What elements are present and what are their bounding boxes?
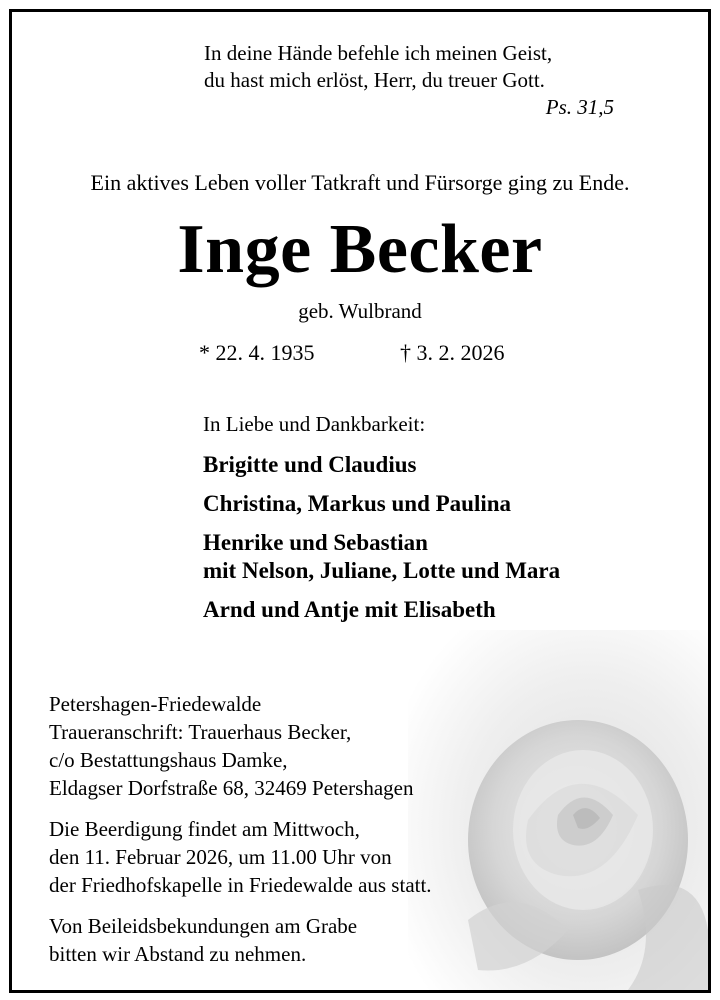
deceased-name: Inge Becker <box>177 211 543 288</box>
intro-text: Ein aktives Leben voller Tatkraft und Fürsorge ging zu Ende. <box>90 170 630 195</box>
death-date: † 3. 2. 2026 <box>400 340 505 365</box>
mourner-name: Henrike und Sebastian <box>203 530 428 555</box>
bible-verse <box>204 40 614 121</box>
mourners-lead: In Liebe und Dankbarkeit: <box>203 412 426 436</box>
mourner-name: Christina, Markus und Paulina <box>203 491 512 516</box>
address-line: Traueranschrift: Trauerhaus Becker, <box>49 720 352 744</box>
mourning-address <box>49 690 569 802</box>
mourner-name: Brigitte und Claudius <box>203 452 417 477</box>
verse-reference: Ps. 31,5 <box>545 95 614 119</box>
birth-name: geb. Wulbrand <box>298 299 422 323</box>
notice-details <box>49 690 569 981</box>
funeral-info <box>49 815 569 899</box>
mourner-name: mit Nelson, Juliane, Lotte und Mara <box>203 558 561 583</box>
mourners-list <box>203 412 683 624</box>
funeral-line: den 11. Februar 2026, um 11.00 Uhr von <box>49 845 392 869</box>
mourner-name: Arnd und Antje mit Elisabeth <box>203 597 496 622</box>
funeral-line: der Friedhofskapelle in Friedewalde aus statt. <box>49 873 432 897</box>
address-line: Petershagen-Friedewalde <box>49 692 262 716</box>
funeral-line: Die Beerdigung findet am Mittwoch, <box>49 817 360 841</box>
condolence-note <box>49 912 569 968</box>
address-line: Eldagser Dorfstraße 68, 32469 Petershagen <box>49 776 414 800</box>
obituary-notice <box>9 9 711 993</box>
address-line: c/o Bestattungshaus Damke, <box>49 748 288 772</box>
birth-date: * 22. 4. 1935 <box>199 340 315 365</box>
condolence-line: bitten wir Abstand zu nehmen. <box>49 942 307 966</box>
condolence-line: Von Beileidsbekundungen am Grabe <box>49 914 358 938</box>
verse-line: du hast mich erlöst, Herr, du treuer Gott. <box>204 68 545 92</box>
verse-line: In deine Hände befehle ich meinen Geist, <box>204 41 553 65</box>
